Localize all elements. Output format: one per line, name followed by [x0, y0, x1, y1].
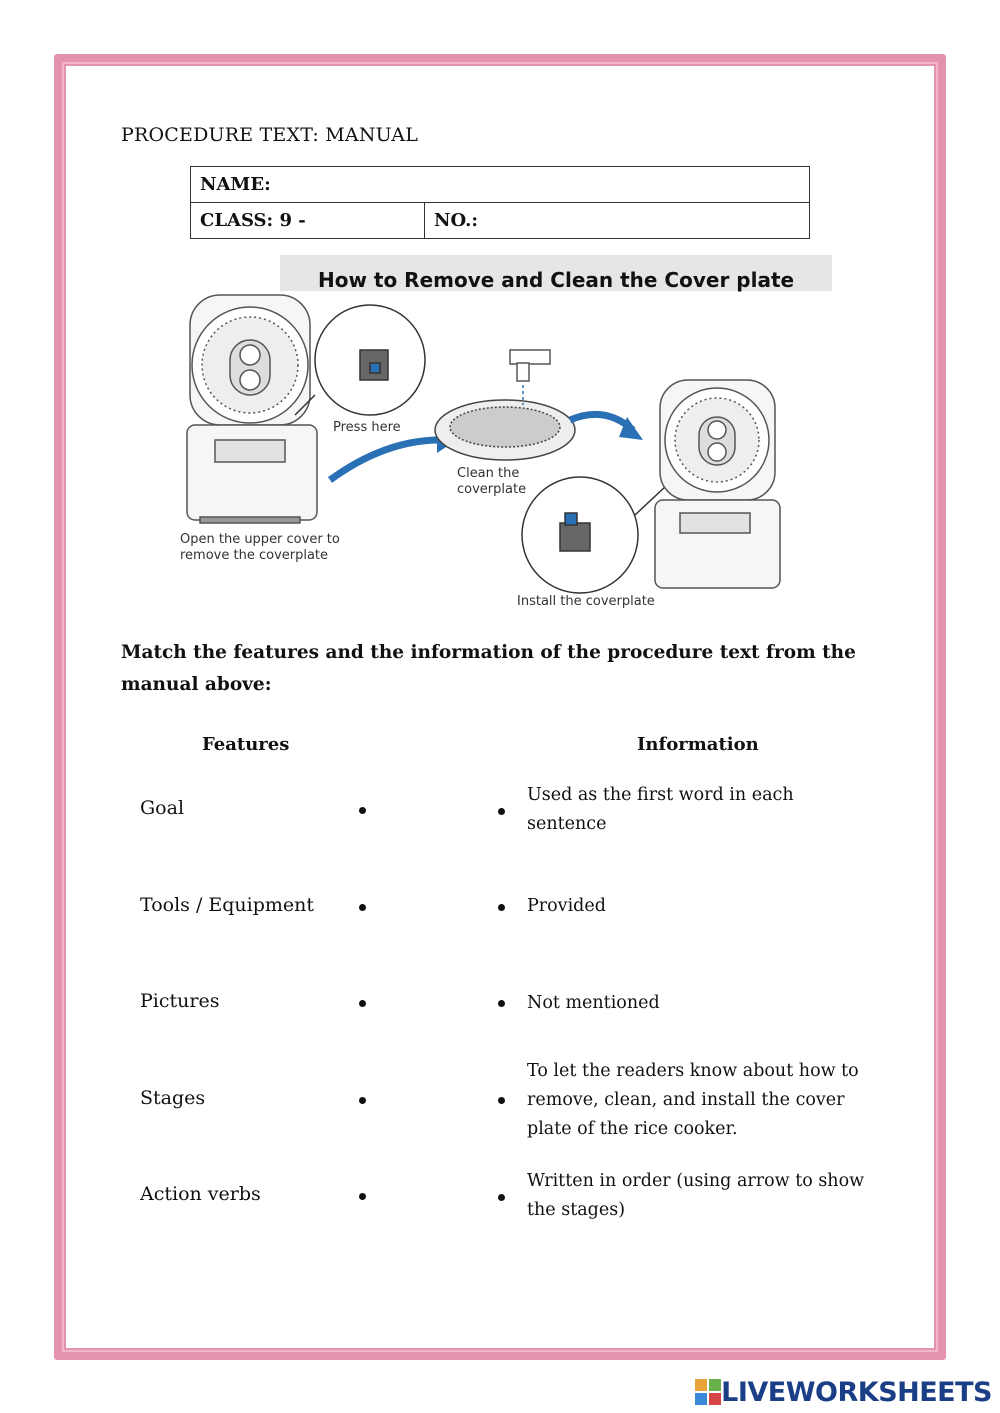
class-field[interactable]: CLASS: 9 - — [191, 203, 425, 239]
page-title: PROCEDURE TEXT: MANUAL — [121, 124, 419, 146]
rice-cooker-open-icon — [187, 295, 317, 523]
clean-label-1: Clean the — [457, 466, 520, 481]
liveworksheets-logo — [695, 1375, 992, 1409]
information-header: Information — [637, 734, 759, 755]
feature-stages: Stages — [140, 1087, 206, 1109]
rice-cooker-installed-icon — [655, 380, 780, 588]
info-first-word: Used as the first word in each sentence — [527, 785, 794, 834]
info-provided: Provided — [527, 896, 606, 916]
open-cover-label-1: Open the upper cover to — [180, 532, 340, 547]
matching-instruction: Match the features and the information of the procedure text from the manual above: — [121, 642, 856, 695]
liveworksheets-wordmark: LIVEWORKSHEETS — [721, 1376, 992, 1408]
information-match-dot[interactable] — [498, 1097, 505, 1104]
information-match-dot[interactable] — [498, 904, 505, 911]
student-info-table — [190, 166, 810, 239]
info-order: Written in order (using arrow to show the stages) — [527, 1171, 865, 1220]
feature-match-dot[interactable] — [359, 1193, 366, 1200]
zoom-install-icon — [522, 477, 667, 593]
clean-label-2: coverplate — [457, 482, 527, 497]
open-cover-label-2: remove the coverplate — [180, 548, 329, 563]
feature-action-verbs: Action verbs — [140, 1183, 261, 1205]
install-label: Install the coverplate — [517, 594, 655, 609]
arrow-icon — [330, 440, 440, 480]
feature-match-dot[interactable] — [359, 1000, 366, 1007]
info-purpose: To let the readers know about how to remove, clean, and install the cover plate of the rice cooker. — [527, 1061, 859, 1139]
procedure-illustration — [175, 255, 835, 615]
cover-plate-icon — [435, 400, 575, 460]
feature-tools: Tools / Equipment — [140, 894, 315, 916]
liveworksheets-logo-icon — [695, 1379, 721, 1405]
info-not-mentioned: Not mentioned — [527, 993, 660, 1013]
feature-match-dot[interactable] — [359, 807, 366, 814]
figure-title: How to Remove and Clean the Cover plate — [318, 268, 795, 292]
press-here-label: Press here — [333, 420, 401, 435]
name-field[interactable]: NAME: — [191, 167, 810, 203]
feature-pictures: Pictures — [140, 990, 220, 1012]
page-border — [54, 54, 946, 1360]
features-header: Features — [202, 734, 290, 755]
zoom-press-icon — [295, 305, 425, 415]
feature-match-dot[interactable] — [359, 1097, 366, 1104]
number-field[interactable]: NO.: — [425, 203, 810, 239]
information-match-dot[interactable] — [498, 1000, 505, 1007]
feature-match-dot[interactable] — [359, 904, 366, 911]
information-match-dot[interactable] — [498, 808, 505, 815]
faucet-icon — [510, 350, 550, 405]
information-match-dot[interactable] — [498, 1194, 505, 1201]
feature-goal: Goal — [140, 797, 185, 819]
